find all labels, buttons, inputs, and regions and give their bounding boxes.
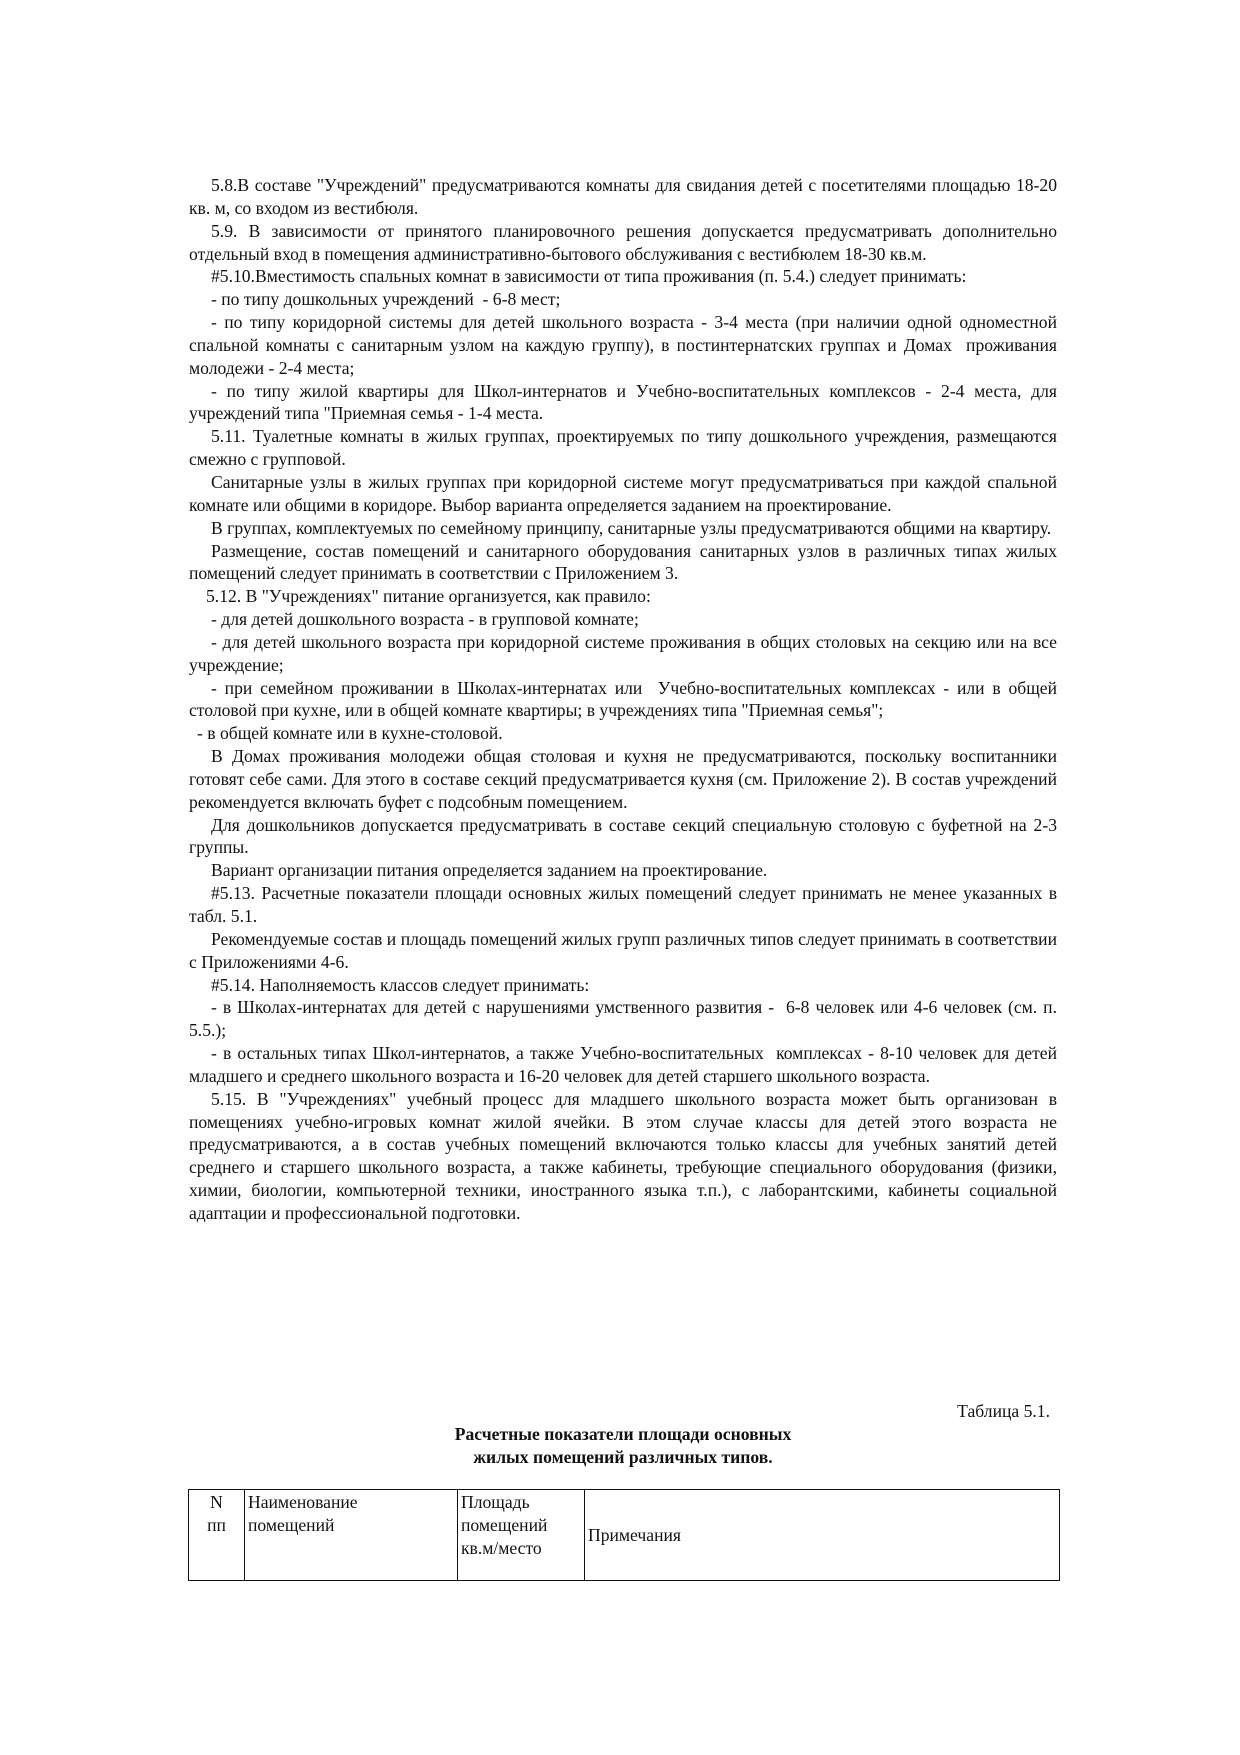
list-item: - по типу жилой квартиры для Школ-интернатов и Учебно-воспитательных комплексов - 2-4 места, для учреждений типа "Приемная семья - 1-4 места.	[189, 380, 1062, 424]
header-name-label: Наименование помещений	[248, 1492, 358, 1535]
header-name	[245, 1490, 458, 1581]
areas-table	[188, 1489, 1060, 1581]
paragraph-5-13: #5.13. Расчетные показатели площади основных жилых помещений следует принимать не менее указанных в табл. 5.1.	[189, 883, 1062, 926]
list-item: - в общей комнате или в кухне-столовой.	[197, 723, 503, 744]
header-notes-label: Примечания	[588, 1524, 682, 1545]
list-item: - для детей школьного возраста при коридорной системе проживания в общих столовых на секцию или на все учреждение;	[189, 631, 1062, 675]
paragraph-5-8: 5.8.В составе "Учреждений" предусматриваются комнаты для свидания детей с посетителями площадью 18-20 кв. м, со входом из вестибюля.	[189, 175, 1062, 218]
list-item: - по типу коридорной системы для детей школьного возраста - 3-4 места (при наличии одной одноместной спальной комнаты с санитарным узлом на каждую группу), в постинтернатских группах и Домах проживания молодежи - 2-4 места;	[189, 312, 1062, 378]
paragraph-5-15: 5.15. В "Учреждениях" учебный процесс для младшего школьного возраста может быть организован в помещениях учебно-игровых комнат жилой ячейки. В этом случае классы для детей этого возраста не предусматриваются, а в состав учебных помещений включаются только классы для учебных занятий детей среднего и старшего школьного возраста, а также кабинеты, требующие специального оборудования (физики, химии, биологии, компьютерной техники, иностранного языка т.п.), с лаборантскими, кабинеты социальной адаптации и профессиональной подготовки.	[189, 1088, 1062, 1223]
list-item: - по типу дошкольных учреждений - 6-8 мест;	[211, 289, 561, 310]
paragraph-5-12: 5.12. В "Учреждениях" питание организуется, как правило:	[206, 586, 651, 607]
paragraph-5-11: 5.11. Туалетные комнаты в жилых группах, проектируемых по типу дошкольного учреждения, размещаются смежно с групповой.	[189, 426, 1062, 470]
paragraph-5-14: #5.14. Наполняемость классов следует принимать:	[211, 974, 590, 995]
list-item: - в Школах-интернатах для детей с нарушениями умственного развития - 6-8 человек или 4-6 человек (см. п. 5.5.);	[189, 997, 1062, 1041]
table-header-row	[189, 1490, 1060, 1581]
header-number-label: N пп	[207, 1492, 226, 1535]
table-caption: Таблица 5.1.	[957, 1401, 1050, 1421]
paragraph: Вариант организации питания определяется заданием на проектирование.	[211, 860, 768, 881]
header-number	[189, 1490, 245, 1581]
paragraph-5-10: #5.10.Вместимость спальных комнат в зависимости от типа проживания (п. 5.4.) следует принимать:	[211, 266, 967, 287]
list-item: - в остальных типах Школ-интернатов, а также Учебно-воспитательных комплексах - 8-10 человек для детей младшего и среднего школьного возраста и 16-20 человек для детей старшего школьного возраста.	[189, 1043, 1062, 1086]
table-title	[189, 1423, 1057, 1469]
table-title-line: жилых помещений различных типов.	[473, 1446, 773, 1467]
list-item: - при семейном проживании в Школах-интернатах или Учебно-воспитательных комплексах - или в общей столовой при кухне, или в общей комнате квартиры; в учреждениях типа "Приемная семья";	[189, 677, 1062, 721]
header-notes	[585, 1490, 1060, 1581]
header-area-label: Площадь помещений кв.м/место	[461, 1492, 548, 1558]
paragraph: В Домах проживания молодежи общая столовая и кухня не предусматриваются, поскольку воспитанники готовят себе сами. Для этого в составе секций предусматривается кухня (см. Приложение 2). В состав учреждений рекомендуется включать буфет с подсобным помещением.	[189, 746, 1062, 812]
header-area	[458, 1490, 585, 1581]
paragraph: Санитарные узлы в жилых группах при коридорной системе могут предусматриваться при каждой спальной комнате или общими в коридоре. Выбор варианта определяется заданием на проектирование.	[189, 471, 1062, 515]
body-text	[189, 174, 1062, 1225]
paragraph: Рекомендуемые состав и площадь помещений жилых групп различных типов следует принимать в соответствии с Приложениями 4-6.	[189, 928, 1062, 972]
table-title-line: Расчетные показатели площади основных	[454, 1424, 792, 1444]
paragraph: В группах, комплектуемых по семейному принципу, санитарные узлы предусматриваются общими на квартиру.	[211, 517, 1052, 538]
list-item: - для детей дошкольного возраста - в групповой комнате;	[211, 609, 639, 630]
paragraph: Размещение, состав помещений и санитарного оборудования санитарных узлов в различных типах жилых помещений следует принимать в соответствии с Приложением 3.	[189, 540, 1062, 584]
paragraph-5-9: 5.9. В зависимости от принятого планировочного решения допускается предусматривать дополнительно отдельный вход в помещения административно-бытового обслуживания с вестибюлем 18-30 кв.м.	[189, 220, 1062, 264]
paragraph: Для дошкольников допускается предусматривать в составе секций специальную столовую с буфетной на 2-3 группы.	[189, 814, 1062, 858]
